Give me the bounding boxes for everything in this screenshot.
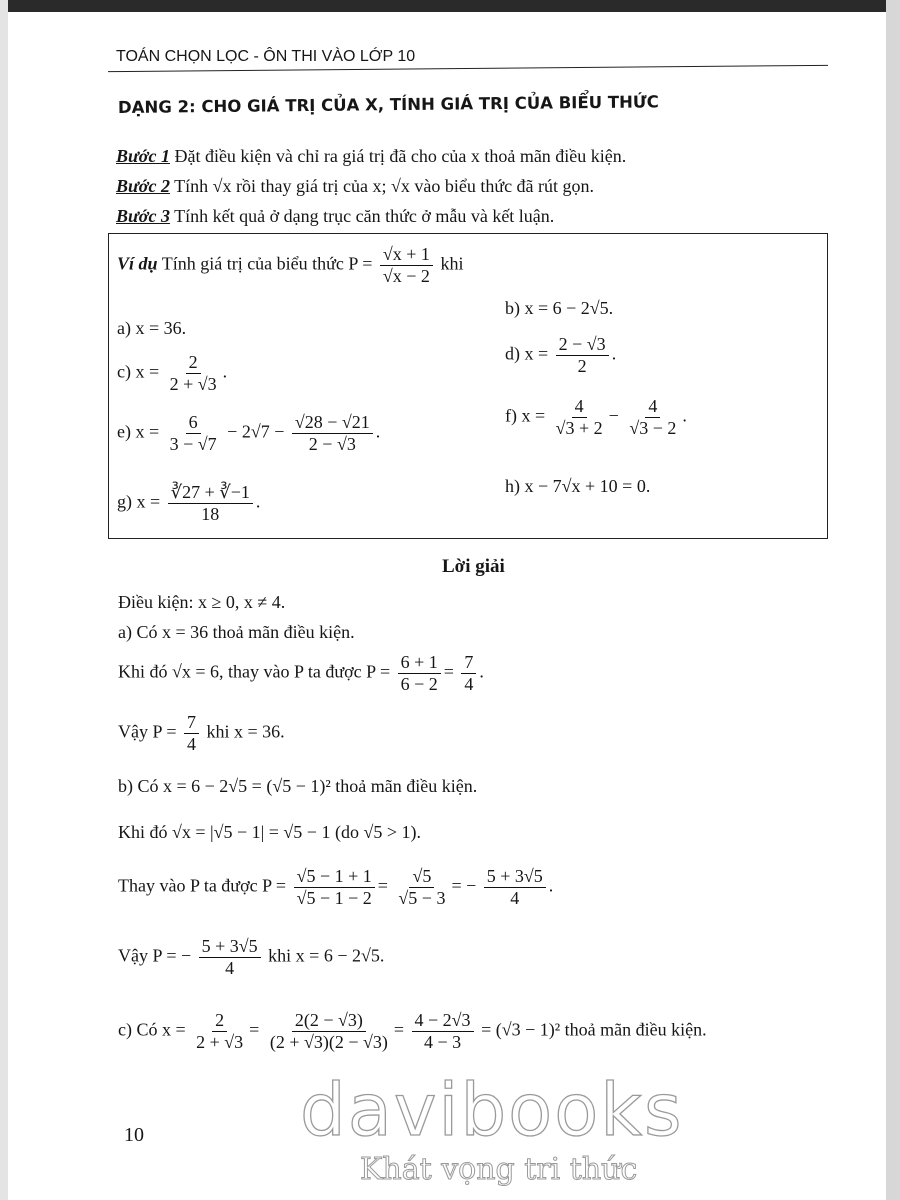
watermark-slogan: Khát vọng tri thức [360,1152,638,1187]
solution-title: Lời giải [442,556,505,577]
solution-condition: Điều kiện: x ≥ 0, x ≠ 4. [118,592,286,612]
solution-b-line-4-prefix: Vậy P = − [118,945,192,966]
item-f-prefix: f) x = [505,405,546,426]
solution-b-line-2: Khi đó √x = |√5 − 1| = √5 − 1 (do √5 > 1). [118,822,421,842]
scan-top-edge [0,0,900,12]
solution-b-line-3: Thay vào P ta được P = $\frac{√5 - 1 + 1}{√5 - 1 - 2}$ = $\frac{√5}{√5 - 3}$ = − $\frac{5 + 3√5}{4}$ . [118,866,554,908]
solution-a-numerator-1: 6 + 1 [398,652,441,674]
item-c-prefix: c) x = [117,361,160,382]
solution-c-fraction-3 [412,1010,474,1052]
p-fraction [380,244,433,286]
watermark-brand: davibooks [300,1068,684,1152]
solution-c-line-1: c) Có x = $\frac{2}{2 + √3}$ = $\frac{2(2 - √3)}{(2 + √3)(2 - √3)}$ = $\frac{4 - 2√3}{4 - 3}$ = (√3 − 1)² thoả mãn điều kiện. [118,1010,707,1052]
solution-b-result-numerator: 5 + 3√5 [199,936,261,958]
solution-b-line-4-suffix: khi x = 6 − 2√5. [268,945,385,966]
item-e-denominator-1: 3 − √7 [169,433,217,454]
item-d-prefix: d) x = [505,343,549,364]
solution-a-line-3 [118,712,285,754]
item-c: c) x = $\frac{2}{2 + √3}$ . [117,352,228,394]
item-g-prefix: g) x = [117,491,161,512]
solution-a-result-fraction [184,712,199,754]
scan-right-edge [886,0,900,1200]
item-f: f) x = $\frac{4}{√3 + 2}$ − $\frac{4}{√3 - 2}$ . [505,396,687,438]
item-c-numerator: 2 [186,352,201,374]
solution-b-result-fraction [199,936,261,978]
solution-c-line-1-prefix: c) Có x = [118,1019,186,1040]
solution-b-fraction-3 [484,866,546,908]
item-d-numerator: 2 − √3 [556,334,609,356]
solution-c-denominator-1: 2 + √3 [196,1031,244,1052]
solution-b-denominator-2: √5 − 3 [398,887,446,908]
solution-a-numerator-2: 7 [461,652,476,674]
step-3-text: Tính kết quả ở dạng trục căn thức ở mẫu và kết luận. [169,206,555,226]
p-numerator: √x + 1 [380,244,433,266]
example-suffix: khi [440,253,464,274]
item-g-numerator: ∛27 + ∛−1 [168,482,253,504]
solution-b-denominator-1: √5 − 1 − 2 [296,887,372,908]
item-f-fraction-2 [626,396,679,438]
item-f-denominator-2: √3 − 2 [629,417,677,438]
solution-a-result-denominator: 4 [186,733,196,754]
item-g-fraction [168,482,253,524]
solution-b-denominator-3: 4 [510,887,520,908]
solution-a-denominator-2: 4 [464,673,474,694]
item-f-numerator-1: 4 [572,396,587,418]
item-e-middle: − 2√7 − [227,421,285,442]
step-2-text: Tính √x rồi thay giá trị của x; √x vào biểu thức đã rút gọn. [169,176,595,196]
solution-b-line-4 [118,936,384,978]
item-f-numerator-2: 4 [645,396,660,418]
solution-b-line-3-prefix: Thay vào P ta được P = [118,875,287,896]
running-header: TOÁN CHỌN LỌC - ÔN THI VÀO LỚP 10 [116,48,416,65]
solution-c-line-1-suffix: = (√3 − 1)² thoả mãn điều kiện. [481,1019,707,1040]
step-1-text: Đặt điều kiện và chỉ ra giá trị đã cho của x thoả mãn điều kiện. [169,146,627,166]
step-1-label: Bước 1 [116,146,170,166]
item-c-fraction [167,352,220,394]
solution-c-denominator-3: 4 − 3 [423,1031,462,1052]
item-g: g) x = $\frac{∛27 + ∛-1}{18}$ . [117,482,261,524]
solution-b-result-denominator: 4 [225,957,235,978]
solution-a-fraction-2 [461,652,476,694]
item-e-fraction-2 [292,412,373,454]
item-e-prefix: e) x = [117,421,160,442]
solution-a-line-3-prefix: Vậy P = [118,721,177,742]
item-b: b) x = 6 − 2√5. [505,298,614,318]
item-a: a) x = 36. [117,318,187,338]
solution-a-denominator-1: 6 − 2 [400,673,438,694]
item-d: d) x = $\frac{2 - √3}{2}$ . [505,334,617,376]
solution-c-numerator-1: 2 [212,1010,227,1032]
p-denominator: √x − 2 [382,265,430,286]
solution-a-fraction-1 [398,652,441,694]
solution-a-result-numerator: 7 [184,712,199,734]
example-intro [117,244,463,286]
scan-left-edge [0,0,8,1200]
solution-a-line-2: Khi đó √x = 6, thay vào P ta được P = $\frac{6 + 1}{6 - 2}$ = $\frac{7}{4}$ . [118,652,484,694]
solution-c-denominator-2: (2 + √3)(2 − √3) [269,1031,388,1052]
step-1 [116,146,626,167]
item-g-denominator: 18 [201,503,220,524]
item-h: h) x − 7√x + 10 = 0. [505,476,651,496]
page-number: 10 [124,1124,144,1146]
item-d-fraction [556,334,609,376]
solution-b-fraction-1 [294,866,375,908]
item-c-denominator: 2 + √3 [169,373,217,394]
solution-b-numerator-3: 5 + 3√5 [484,866,546,888]
solution-a-line-1: a) Có x = 36 thoả mãn điều kiện. [118,622,355,642]
item-f-fraction-1 [553,396,606,438]
step-2 [116,176,594,197]
item-e-fraction-1 [167,412,220,454]
example-label: Ví dụ [117,253,158,274]
item-e-numerator-1: 6 [186,412,201,434]
step-3 [116,206,554,227]
step-2-label: Bước 2 [116,176,170,196]
solution-b-fraction-2 [395,866,448,908]
example-intro-text: Tính giá trị của biểu thức P = [157,253,373,274]
solution-b-numerator-2: √5 [409,866,434,888]
item-f-denominator-1: √3 + 2 [555,417,603,438]
solution-c-fraction-2 [267,1010,391,1052]
solution-a-line-3-suffix: khi x = 36. [206,721,285,742]
step-3-label: Bước 3 [116,206,170,226]
item-e-numerator-2: √28 − √21 [292,412,373,434]
solution-c-numerator-2: 2(2 − √3) [292,1010,366,1032]
section-title: DẠNG 2: CHO GIÁ TRỊ CỦA X, TÍNH GIÁ TRỊ CỦA BIỂU THỨC [117,92,659,117]
example-box [108,233,828,539]
item-e: e) x = $\frac{6}{3 - √7}$ − 2√7 − $\frac{√28 - √21}{2 - √3}$ . [117,412,381,454]
solution-c-fraction-1 [193,1010,246,1052]
solution-c-numerator-3: 4 − 2√3 [412,1010,474,1032]
solution-b-line-1: b) Có x = 6 − 2√5 = (√5 − 1)² thoả mãn điều kiện. [118,776,478,796]
solution-b-numerator-1: √5 − 1 + 1 [294,866,375,888]
item-d-denominator: 2 [577,355,587,376]
item-e-denominator-2: 2 − √3 [308,433,356,454]
solution-a-line-2-text: Khi đó √x = 6, thay vào P ta được P = [118,661,391,682]
